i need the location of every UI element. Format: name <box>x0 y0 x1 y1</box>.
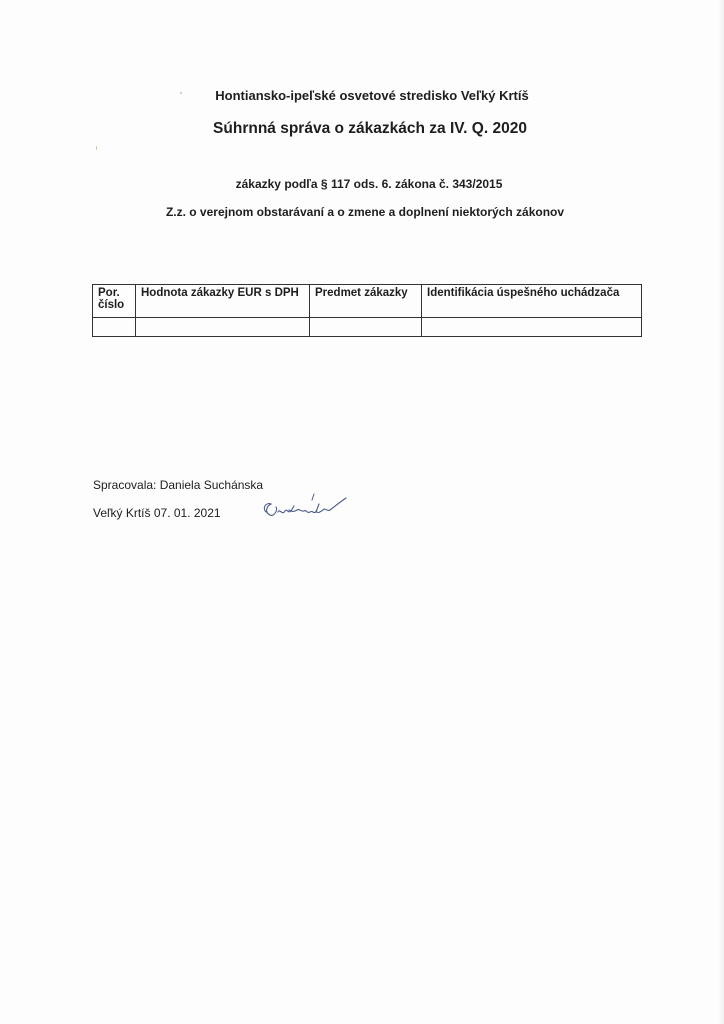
table-row <box>93 318 642 337</box>
column-header-number: Por. číslo <box>93 285 136 318</box>
table-cell <box>310 318 422 337</box>
table-cell <box>136 318 310 337</box>
column-header-value: Hodnota zákazky EUR s DPH <box>136 285 310 318</box>
column-header-subject: Predmet zákazky <box>310 285 422 318</box>
organization-name: Hontiansko-ipeľské osvetové stredisko Veľký Krtíš <box>215 88 529 103</box>
handwritten-signature <box>258 490 350 526</box>
orders-table <box>92 284 642 337</box>
legal-reference-line-1: zákazky podľa § 117 ods. 6. zákona č. 343/2015 <box>235 177 503 191</box>
scan-edge-shadow <box>718 0 724 1024</box>
scan-speck <box>96 146 97 150</box>
column-header-contractor: Identifikácia úspešného uchádzača <box>422 285 642 318</box>
legal-reference-line-2: Z.z. o verejnom obstarávaní a o zmene a doplnení niektorých zákonov <box>165 205 565 219</box>
table-cell <box>422 318 642 337</box>
table-header-row <box>93 285 642 318</box>
prepared-by: Spracovala: Daniela Suchánska <box>93 478 264 492</box>
signature-block <box>93 478 263 520</box>
table-cell <box>93 318 136 337</box>
page-title: Súhrnná správa o zákazkách za IV. Q. 2020 <box>213 120 527 137</box>
place-and-date: Veľký Krtíš 07. 01. 2021 <box>93 506 221 520</box>
